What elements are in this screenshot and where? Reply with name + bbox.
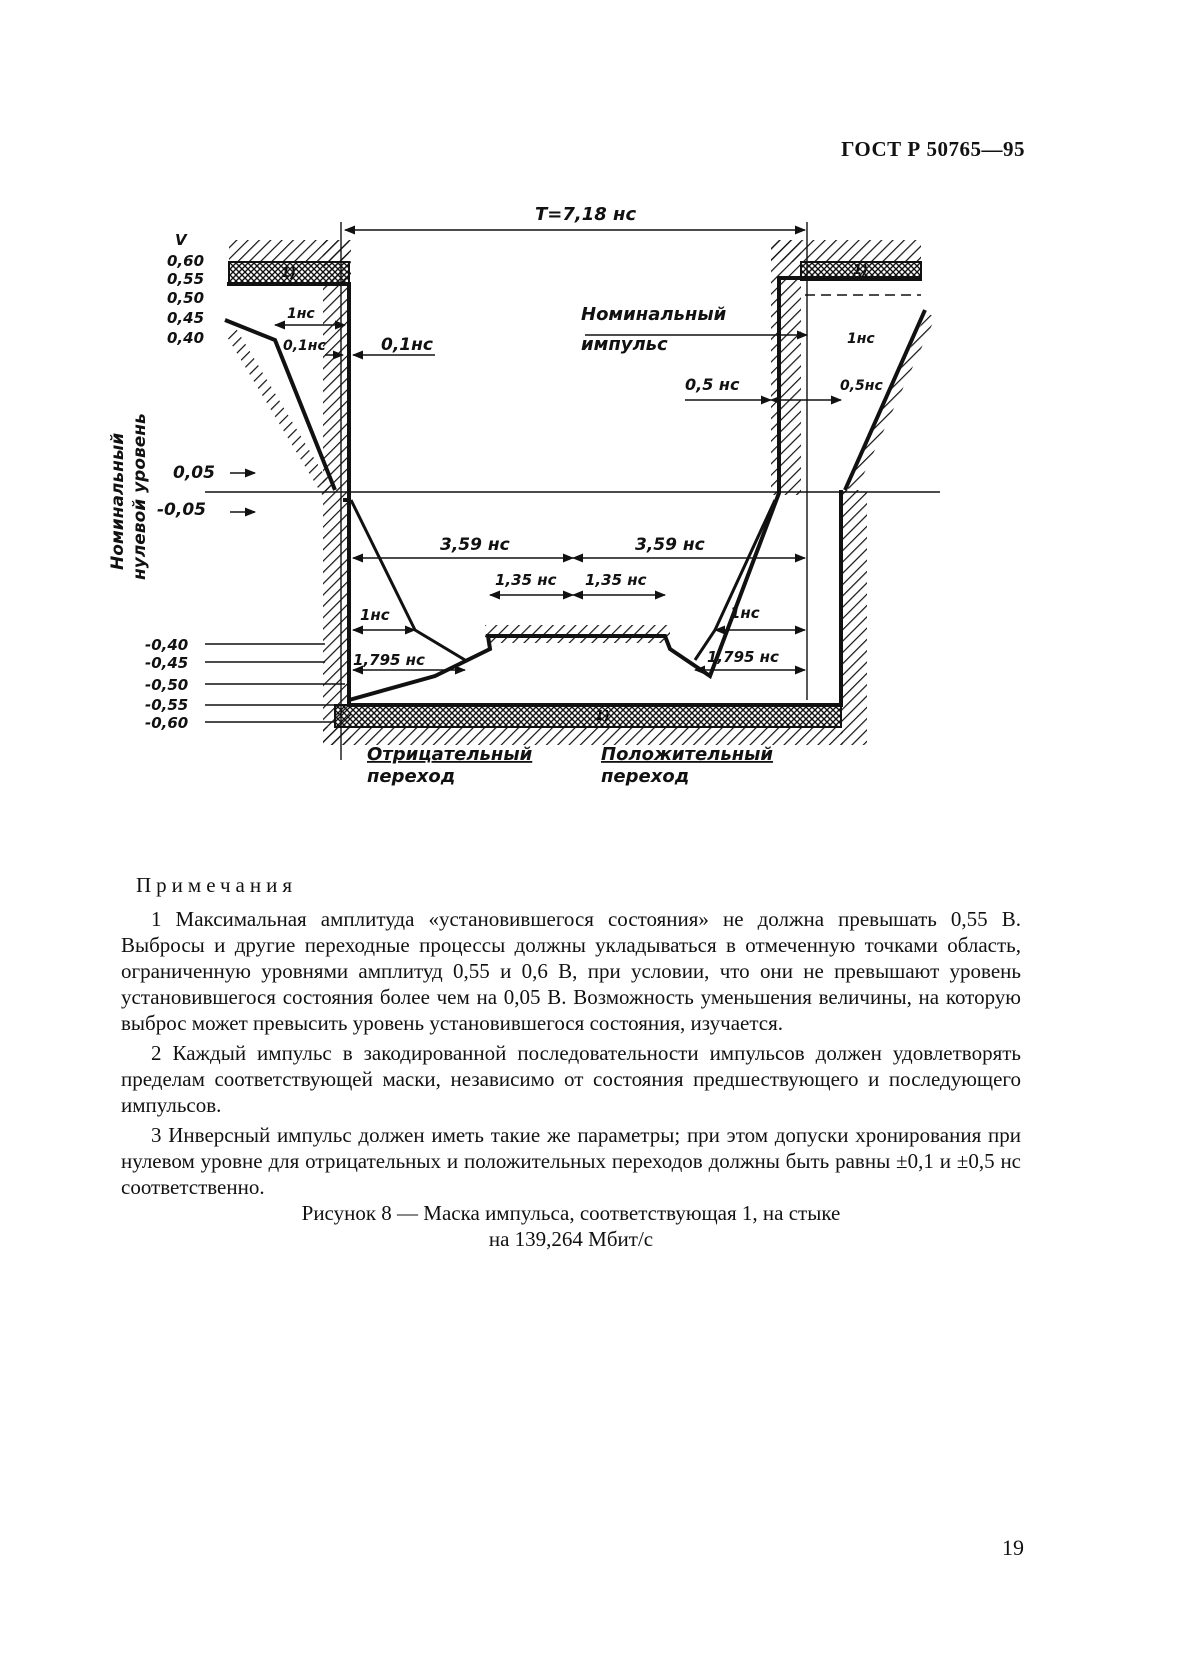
note-2: 2 Каждый импульс в закодированной последовательности импульсов должен удовлетворять пределам соответствующей маски, независимо от состояния предшествующего и последующего импульсов.: [121, 1041, 1021, 1117]
dim-01ns-right: 0,1нс: [381, 335, 433, 355]
nominal-pulse-line2: импульс: [581, 334, 668, 355]
marker-1-top-right: 1): [853, 263, 868, 278]
neg-transition-line1: Отрицательный: [367, 744, 533, 765]
dim-1ns-top-left: 1нс: [287, 306, 315, 322]
level-neg045: -0,45: [145, 654, 189, 672]
pos-transition-line1: Положительный: [601, 744, 774, 765]
dim-135-right: 1,35 нс: [585, 571, 647, 589]
left-slope-inner: [351, 500, 465, 660]
dim-1795-right: 1,795 нс: [707, 648, 779, 666]
notes-section: [121, 872, 1021, 1204]
level-040: 0,40: [167, 329, 205, 347]
note-3: 3 Инверсный импульс должен иметь такие же параметры; при этом допуски хронирования при нулевом уровне для отрицательных и положительных переходов должны быть равны ±0,1 и ±0,5 нс соответственно.: [121, 1123, 1021, 1199]
page-number: 19: [1002, 1535, 1024, 1560]
dim-135-left: 1,35 нс: [495, 571, 557, 589]
notes-title: Примечания: [136, 873, 298, 897]
neg-transition-line2: переход: [367, 766, 456, 787]
level-060: 0,60: [167, 252, 205, 270]
level-neg060: -0,60: [145, 714, 189, 732]
note-1: 1 Максимальная амплитуда «установившегося состояния» не должна превышать 0,55 В. Выбросы и другие переходные процессы должны укладываться в отмеченную точками область, ограниченную уровнями амплитуд 0,55 и 0,6 В, при условии, что они не превышают уровень установившегося состояния более чем на 0,05 В. Возможность уменьшения величины, на которую выброс может превысить уровень установившегося состояния, изучается.: [121, 907, 1021, 1035]
level-050: 0,50: [167, 289, 205, 307]
zero-level-label-line2: нулевой уровень: [130, 413, 150, 580]
level-055: 0,55: [167, 270, 205, 288]
dim-1ns-bottom-left: 1нс: [360, 606, 390, 624]
level-neg055: -0,55: [145, 696, 189, 714]
level-neg005: -0,05: [157, 500, 206, 520]
pulse-mask-figure: [95, 200, 1035, 850]
dim-359-right: 3,59 нс: [635, 535, 705, 555]
level-045: 0,45: [167, 309, 205, 327]
pulse-mask-diagram: [95, 200, 1035, 850]
zero-level-label-line1: Номинальный: [108, 432, 128, 570]
figure-caption: [121, 1200, 1021, 1252]
caption-line-2: на 139,264 Мбит/с: [488, 1227, 654, 1251]
dim-359-left: 3,59 нс: [440, 535, 510, 555]
level-005: 0,05: [173, 463, 215, 483]
caption-line-1: Рисунок 8 — Маска импульса, соответствующая 1, на стыке: [301, 1201, 841, 1225]
dim-1795-left: 1,795 нс: [353, 651, 425, 669]
document-header: ГОСТ Р 50765—95: [841, 137, 1025, 161]
right-slope-inner: [695, 500, 775, 660]
y-axis-unit: V: [175, 231, 187, 249]
dim-01ns-left: 0,1нс: [283, 338, 326, 354]
level-neg040: -0,40: [145, 636, 189, 654]
marker-1-top-left: 1): [281, 266, 296, 281]
level-neg050: -0,50: [145, 676, 189, 694]
dim-05ns: 0,5 нс: [685, 375, 740, 394]
dim-05ns-right: 0,5нс: [840, 378, 883, 394]
nominal-pulse-line1: Номинальный: [581, 304, 727, 325]
pos-transition-line2: переход: [601, 766, 690, 787]
dim-1ns-top-right: 1нс: [847, 331, 875, 347]
period-label: T=7,18 нс: [535, 204, 637, 225]
dim-1ns-bottom-right: 1нс: [730, 604, 760, 622]
marker-1-bottom: 1): [595, 709, 610, 724]
